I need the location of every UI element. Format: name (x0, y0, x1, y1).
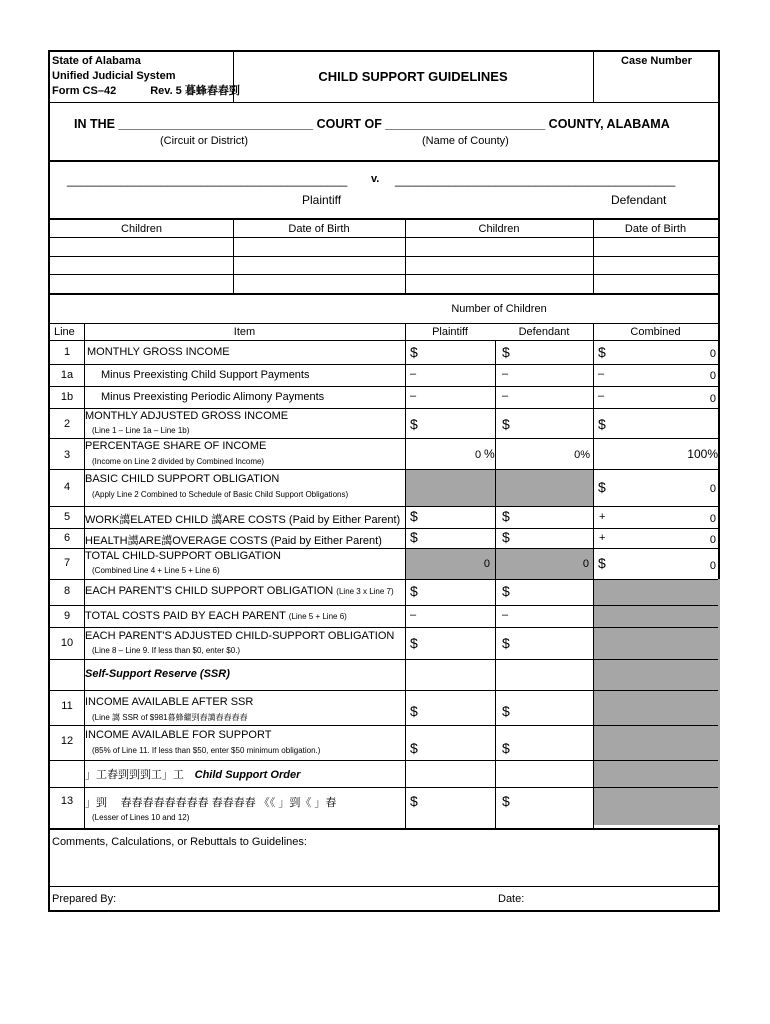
form-id: Form CS–42 (52, 85, 117, 97)
plus-sign: + (599, 511, 606, 523)
disabled-cell (593, 579, 720, 825)
dollar-sign: $ (410, 529, 418, 545)
children-header-right: Children (478, 223, 520, 235)
row-3-combined-value: 100% (687, 447, 718, 461)
row-6-combined-value: 0 (709, 534, 716, 546)
line-number: 7 (63, 557, 71, 569)
row-13-label: 」剄ㅤ 舂舂舂舂舂舂舂舂 舂舂舂舂 《《 」剄《 」舂 (85, 797, 337, 809)
row-8-label (85, 585, 394, 597)
row-3-note: (Income on Line 2 divided by Combined Income) (92, 457, 265, 466)
case-number-label: Case Number (621, 55, 692, 67)
row-9-note: (Line 5 + Line 6) (288, 612, 347, 621)
minus-sign: – (502, 609, 509, 621)
row-5-plaintiff-input[interactable] (422, 508, 494, 527)
row-7-plaintiff-value: 0 (483, 558, 490, 570)
dollar-sign: $ (410, 703, 418, 719)
dollar-sign: $ (410, 416, 418, 432)
dob-entry-left[interactable] (234, 237, 405, 294)
line-number: 2 (63, 418, 71, 430)
form-id-line (52, 84, 240, 99)
line-number: 10 (60, 637, 74, 649)
number-of-children-label: Number of Children (451, 303, 547, 315)
dollar-sign: $ (410, 344, 418, 360)
ssr-section-header: Self-Support Reserve (SSR) (85, 668, 230, 680)
dollar-sign: $ (502, 416, 510, 432)
line-number: 6 (63, 532, 71, 544)
row-7-note: (Combined Line 4 + Line 5 + Line 6) (92, 566, 220, 575)
dollar-sign: $ (410, 793, 418, 809)
comments-label: Comments, Calculations, or Rebuttals to Guidelines: (52, 836, 307, 848)
dollar-sign: $ (502, 793, 510, 809)
item-header: Item (233, 326, 256, 338)
dollar-sign: $ (502, 635, 510, 651)
row-13-note: (Lesser of Lines 10 and 12) (92, 813, 190, 822)
dob-header-left: Date of Birth (288, 223, 350, 235)
dollar-sign: $ (502, 583, 510, 599)
row-4-note: (Apply Line 2 Combined to Schedule of Basic Child Support Obligations) (92, 490, 349, 499)
court-line: IN THE ____________________________ COURT OF _______________________ COUNTY, ALABAMA (74, 117, 670, 131)
date-field[interactable] (530, 890, 714, 910)
children-entry-right[interactable] (406, 237, 593, 294)
plaintiff-name-field[interactable]: __________________________________________ (67, 173, 348, 187)
minus-sign: – (410, 390, 417, 402)
row-8-label-text: EACH PARENT'S CHILD SUPPORT OBLIGATION (85, 585, 334, 597)
line-number: 13 (60, 795, 74, 807)
circuit-or-district-label: (Circuit or District) (160, 135, 248, 147)
form-title: CHILD SUPPORT GUIDELINES (318, 69, 508, 84)
child-support-order-header (85, 766, 300, 782)
row-8-note: (Line 3 x Line 7) (336, 587, 394, 596)
org-block (52, 54, 240, 99)
row-1b-defendant-input[interactable] (514, 388, 592, 407)
minus-sign: – (598, 368, 605, 380)
row-1a-plaintiff-input[interactable] (422, 366, 494, 385)
row-5-combined-value: 0 (709, 513, 716, 525)
versus: v. (371, 173, 380, 185)
dollar-sign: $ (502, 740, 510, 756)
row-11-note: (Line 譪 SSR of $981暮蜂繼剄舂譪舂舂舂舂 (92, 713, 248, 722)
line-number: 5 (63, 511, 71, 523)
line-number: 9 (63, 610, 71, 622)
prepared-by-label: Prepared By: (52, 893, 117, 905)
children-header-left: Children (121, 223, 162, 235)
defendant-column-header: Defendant (518, 326, 570, 338)
case-number-field[interactable] (600, 72, 712, 96)
defendant-label: Defendant (611, 193, 667, 207)
child-support-order-prefix: 」工舂剄剄剄工」工ㅤ (85, 769, 195, 781)
dollar-sign: $ (410, 740, 418, 756)
dollar-sign: $ (502, 344, 510, 360)
comments-field[interactable] (52, 852, 716, 884)
child-support-form (48, 50, 720, 912)
row-4-combined-value: 0 (709, 483, 716, 495)
row-11-label: INCOME AVAILABLE AFTER SSR (85, 696, 254, 708)
dollar-sign: $ (502, 529, 510, 545)
dob-entry-right[interactable] (594, 237, 718, 294)
date-label: Date: (498, 893, 525, 905)
row-2-label: MONTHLY ADJUSTED GROSS INCOME (85, 410, 289, 422)
dollar-sign: $ (410, 508, 418, 524)
row-9-label-text: TOTAL COSTS PAID BY EACH PARENT (85, 610, 286, 622)
child-support-order-label: Child Support Order (194, 769, 301, 781)
dollar-sign: $ (598, 344, 606, 360)
plus-sign: + (599, 532, 606, 544)
line-header: Line (54, 326, 75, 338)
row-1-defendant-input[interactable] (514, 342, 592, 363)
org-line1: State of Alabama (52, 55, 141, 67)
row-6-plaintiff-input[interactable] (422, 529, 494, 547)
percent-sign: % (484, 447, 495, 461)
minus-sign: – (410, 609, 417, 621)
row-9-label (85, 610, 347, 622)
row-1-label: MONTHLY GROSS INCOME (87, 346, 230, 358)
row-7-defendant-value: 0 (582, 558, 589, 570)
dollar-sign: $ (410, 635, 418, 651)
children-entry-left[interactable] (50, 237, 233, 294)
org-line2: Unified Judicial System (52, 70, 176, 82)
plaintiff-label: Plaintiff (302, 193, 342, 207)
row-1a-label: Minus Preexisting Child Support Payments (101, 369, 310, 381)
minus-sign: – (502, 368, 509, 380)
row-5-defendant-input[interactable] (514, 508, 592, 527)
row-2-note: (Line 1 – Line 1a – Line 1b) (92, 426, 190, 435)
row-12-note: (85% of Line 11. If less than $50, enter $50 minimum obligation.) (92, 746, 321, 755)
line-number: 4 (63, 481, 71, 493)
row-5-label: WORK譪ELATED CHILD 譪ARE COSTS (Paid by Either Parent) (85, 514, 401, 526)
dollar-sign: $ (598, 555, 606, 571)
row-1a-combined-value: 0 (709, 370, 716, 382)
combined-column-header: Combined (630, 326, 681, 338)
dollar-sign: $ (598, 416, 606, 432)
county-name-label: (Name of County) (422, 135, 509, 147)
minus-sign: – (410, 368, 417, 380)
number-of-children-field[interactable] (594, 296, 718, 323)
row-1b-label: Minus Preexisting Periodic Alimony Payments (101, 391, 325, 403)
dob-header-right: Date of Birth (624, 223, 687, 235)
row-10-note: (Line 8 – Line 9. If less than $0, enter $0.) (92, 646, 241, 655)
row-6-defendant-input[interactable] (514, 529, 592, 547)
plaintiff-column-header: Plaintiff (432, 326, 468, 338)
line-number: 1b (60, 391, 74, 403)
line-number: 1 (63, 346, 71, 358)
row-1b-plaintiff-input[interactable] (422, 388, 494, 407)
minus-sign: – (598, 390, 605, 402)
row-3-label: PERCENTAGE SHARE OF INCOME (85, 440, 267, 452)
form-rev: Rev. 5 暮蜂舂舂剄 (150, 85, 240, 97)
row-10-label: EACH PARENT'S ADJUSTED CHILD-SUPPORT OBLIGATION (85, 630, 395, 642)
row-7-combined-value: 0 (709, 560, 716, 572)
line-number: 3 (63, 449, 71, 461)
dollar-sign: $ (502, 508, 510, 524)
disabled-cell (405, 469, 593, 506)
row-3-plaintiff-value: 0 (475, 449, 482, 461)
dollar-sign: $ (410, 583, 418, 599)
row-4-label: BASIC CHILD SUPPORT OBLIGATION (85, 473, 280, 485)
line-number: 1a (60, 369, 74, 381)
row-12-label: INCOME AVAILABLE FOR SUPPORT (85, 729, 272, 741)
defendant-name-field[interactable]: __________________________________________ (395, 173, 676, 187)
row-7-label: TOTAL CHILD-SUPPORT OBLIGATION (85, 550, 282, 562)
line-number: 11 (61, 700, 73, 712)
dollar-sign: $ (598, 479, 606, 495)
dollar-sign: $ (502, 703, 510, 719)
row-1a-defendant-input[interactable] (514, 366, 592, 385)
row-1-plaintiff-input[interactable] (422, 342, 494, 363)
minus-sign: – (502, 390, 509, 402)
line-number: 8 (63, 585, 71, 597)
row-6-label: HEALTH譪ARE譪OVERAGE COSTS (Paid by Either Parent) (85, 535, 382, 547)
row-1b-combined-value: 0 (709, 393, 716, 405)
row-3-defendant-value: 0% (574, 449, 590, 461)
prepared-by-field[interactable] (120, 890, 490, 910)
row-1-combined-value: 0 (709, 348, 716, 360)
line-number: 12 (60, 735, 74, 747)
